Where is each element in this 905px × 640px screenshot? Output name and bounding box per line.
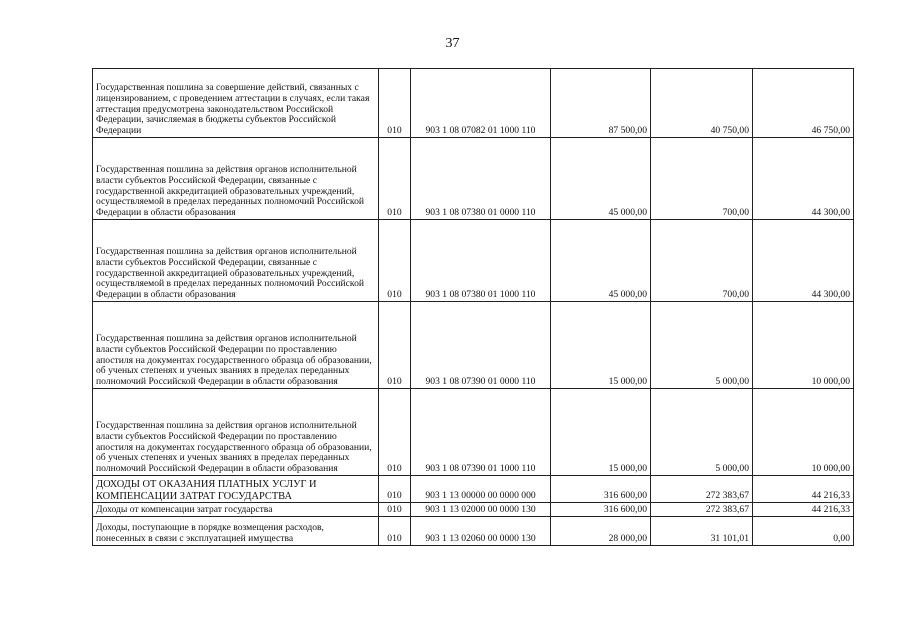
approved-cell: 87 500,00: [551, 69, 651, 138]
row-description: Государственная пошлина за совершение действий, связанных с лицензированием, с проведением аттестации в случаях, если такая аттестация предусмотрена законодательством Российской Федерации, зачисляемая в бюджеты субъектов Российской Федерации: [93, 69, 379, 138]
executed-cell: 700,00: [651, 138, 753, 220]
budget-code-cell: 903 1 13 02060 00 0000 130: [411, 517, 551, 546]
row-description: Доходы, поступающие в порядке возмещения расходов, понесенных в связи с эксплуатацией имущества: [93, 517, 379, 546]
executed-cell: 31 101,01: [651, 517, 753, 546]
line-code-cell: 010: [379, 302, 411, 389]
unexecuted-cell: 44 300,00: [753, 220, 854, 302]
line-code-cell: 010: [379, 220, 411, 302]
approved-cell: 28 000,00: [551, 517, 651, 546]
table-row: [93, 503, 854, 517]
unexecuted-cell: 44 216,33: [753, 476, 854, 503]
revenue-table: [92, 68, 854, 546]
executed-cell: 700,00: [651, 220, 753, 302]
budget-code-cell: 903 1 08 07390 01 0000 110: [411, 302, 551, 389]
executed-cell: 272 383,67: [651, 503, 753, 517]
executed-cell: 272 383,67: [651, 476, 753, 503]
row-description: Государственная пошлина за действия органов исполнительной власти субъектов Российской Федерации, связанные с государственной аккредитацией образовательных учреждений, осуществляемой в пределах переданных полномочий Российской Федерации в области образования: [93, 220, 379, 302]
approved-cell: 15 000,00: [551, 389, 651, 476]
table-row: [93, 389, 854, 476]
budget-code-cell: 903 1 08 07082 01 1000 110: [411, 69, 551, 138]
line-code-cell: 010: [379, 503, 411, 517]
table-row: [93, 69, 854, 138]
line-code-cell: 010: [379, 69, 411, 138]
row-description: ДОХОДЫ ОТ ОКАЗАНИЯ ПЛАТНЫХ УСЛУГ И КОМПЕНСАЦИИ ЗАТРАТ ГОСУДАРСТВА: [93, 476, 379, 503]
table-row: [93, 302, 854, 389]
line-code-cell: 010: [379, 476, 411, 503]
line-code-cell: 010: [379, 389, 411, 476]
budget-code-cell: 903 1 13 02000 00 0000 130: [411, 503, 551, 517]
executed-cell: 5 000,00: [651, 389, 753, 476]
table-row: [93, 138, 854, 220]
budget-code-cell: 903 1 13 00000 00 0000 000: [411, 476, 551, 503]
unexecuted-cell: 44 216,33: [753, 503, 854, 517]
approved-cell: 15 000,00: [551, 302, 651, 389]
approved-cell: 316 600,00: [551, 503, 651, 517]
line-code-cell: 010: [379, 138, 411, 220]
row-description: Доходы от компенсации затрат государства: [93, 503, 379, 517]
approved-cell: 316 600,00: [551, 476, 651, 503]
row-description: Государственная пошлина за действия органов исполнительной власти субъектов Российской Федерации, связанные с государственной аккредитацией образовательных учреждений, осуществляемой в пределах переданных полномочий Российской Федерации в области образования: [93, 138, 379, 220]
page-number: 37: [445, 36, 460, 51]
table-row: [93, 220, 854, 302]
executed-cell: 5 000,00: [651, 302, 753, 389]
unexecuted-cell: 10 000,00: [753, 302, 854, 389]
table-row: [93, 517, 854, 546]
line-code-cell: 010: [379, 517, 411, 546]
unexecuted-cell: 10 000,00: [753, 389, 854, 476]
approved-cell: 45 000,00: [551, 220, 651, 302]
unexecuted-cell: 46 750,00: [753, 69, 854, 138]
budget-code-cell: 903 1 08 07380 01 0000 110: [411, 138, 551, 220]
row-description: Государственная пошлина за действия органов исполнительной власти субъектов Российской Федерации по проставлению апостиля на документах государственного образца об образовании, об ученых степенях и ученых званиях в пределах переданных полномочий Российской Федерации в области образования: [93, 302, 379, 389]
row-description: Государственная пошлина за действия органов исполнительной власти субъектов Российской Федерации по проставлению апостиля на документах государственного образца об образовании, об ученых степенях и ученых званиях в пределах переданных полномочий Российской Федерации в области образования: [93, 389, 379, 476]
approved-cell: 45 000,00: [551, 138, 651, 220]
unexecuted-cell: 0,00: [753, 517, 854, 546]
budget-code-cell: 903 1 08 07390 01 1000 110: [411, 389, 551, 476]
budget-code-cell: 903 1 08 07380 01 1000 110: [411, 220, 551, 302]
executed-cell: 40 750,00: [651, 69, 753, 138]
unexecuted-cell: 44 300,00: [753, 138, 854, 220]
table-row: [93, 476, 854, 503]
